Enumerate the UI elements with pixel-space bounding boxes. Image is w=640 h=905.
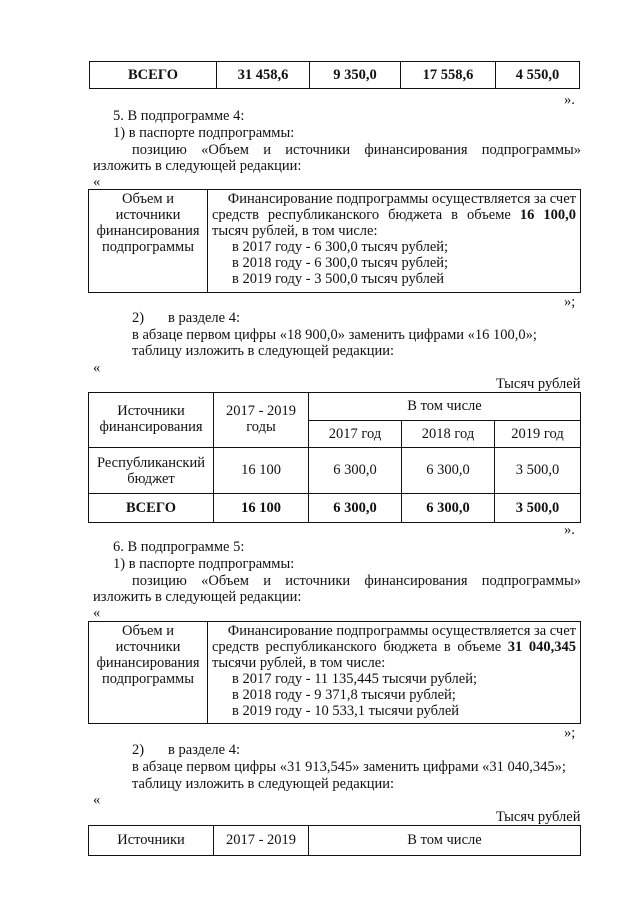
- table-row: [89, 494, 581, 523]
- open-quote: «: [93, 605, 101, 621]
- total-2019-cell: 4 550,0: [496, 62, 580, 89]
- section-6-item1: 1) в паспорте подпрограммы:: [113, 556, 295, 572]
- passport-label-line: финансирования: [96, 223, 200, 239]
- header-source-line: финансирования: [99, 419, 203, 435]
- passport-year-line: в 2017 году - 11 135,445 тысячи рублей;: [232, 671, 478, 687]
- row-source: [89, 448, 214, 494]
- row-value: 3 500,0: [495, 494, 581, 523]
- passport-text-line3: тысячи рублей, в том числе:: [212, 655, 386, 671]
- passport-text-line2: [212, 207, 576, 223]
- table-row: [89, 448, 581, 494]
- header-period-line: годы: [246, 419, 276, 435]
- passport-label-line: подпрограммы: [102, 239, 194, 255]
- passport-label-line: источники: [115, 207, 181, 223]
- row-value: 6 300,0: [309, 448, 402, 494]
- passport-text-line1: Финансирование подпрограммы осуществляется за счет: [227, 191, 576, 207]
- section-5-item2-text: в разделе 4:: [168, 310, 241, 326]
- passport-label-line: Объем и: [122, 623, 174, 639]
- section-6-abz: в абзаце первом цифры «31 913,545» заменить цифрами «31 040,345»;: [132, 759, 566, 775]
- row-value: 16 100: [214, 448, 309, 494]
- header-year-2018: 2018 год: [402, 421, 495, 448]
- top-total-table: [89, 61, 580, 89]
- header-period: 2017 - 2019: [214, 826, 309, 856]
- section-5-finance-table: [88, 392, 581, 523]
- section-5-item1: 1) в паспорте подпрограммы:: [113, 125, 295, 141]
- row-total-label: ВСЕГО: [89, 494, 214, 523]
- row-value: 6 300,0: [402, 448, 495, 494]
- header-source: Источники: [89, 826, 214, 856]
- header-year-2017: 2017 год: [309, 421, 402, 448]
- passport-text-cell: [208, 622, 581, 724]
- section-6-passport-table: [88, 621, 581, 724]
- header-source-line: Источники: [117, 403, 185, 419]
- passport-year-line: в 2018 году - 6 300,0 тысяч рублей;: [232, 255, 449, 271]
- passport-text-pre: средств республиканского бюджета в объеме: [212, 639, 502, 655]
- section-6-title: 6. В подпрограмме 5:: [113, 539, 245, 555]
- row-value: 6 300,0: [402, 494, 495, 523]
- header-source: [89, 393, 214, 448]
- header-year-2019: 2019 год: [495, 421, 581, 448]
- section-6-item2-text: в разделе 4:: [168, 742, 241, 758]
- closing-quote: ».: [564, 522, 575, 538]
- open-quote: «: [93, 360, 101, 376]
- header-period: [214, 393, 309, 448]
- passport-text-line3: тысяч рублей, в том числе:: [212, 223, 378, 239]
- passport-label-line: подпрограммы: [102, 671, 194, 687]
- header-including: В том числе: [309, 826, 581, 856]
- total-period-cell: 31 458,6: [217, 62, 310, 89]
- section-5-passport-table: [88, 189, 581, 293]
- section-6-position-line2: изложить в следующей редакции:: [93, 589, 302, 605]
- units-label: Тысяч рублей: [496, 376, 581, 392]
- passport-text-cell: [208, 190, 581, 293]
- passport-text-line2: [212, 639, 576, 655]
- passport-label-line: источники: [115, 639, 181, 655]
- closing-quote: »;: [564, 725, 576, 741]
- section-6-table-line: таблицу изложить в следующей редакции:: [132, 776, 395, 792]
- closing-quote: ».: [564, 92, 575, 108]
- section-6-position-line1: позицию «Объем и источники финансирования подпрограммы»: [132, 573, 581, 589]
- section-6-item2-num: 2): [132, 742, 145, 758]
- passport-label-cell: [89, 622, 208, 724]
- units-label: Тысяч рублей: [496, 809, 581, 825]
- section-5-table-line: таблицу изложить в следующей редакции:: [132, 343, 395, 359]
- passport-label-cell: [89, 190, 208, 293]
- passport-year-line: в 2019 году - 10 533,1 тысячи рублей: [232, 703, 460, 719]
- passport-year-line: в 2017 году - 6 300,0 тысяч рублей;: [232, 239, 449, 255]
- section-5-title: 5. В подпрограмме 4:: [113, 108, 245, 124]
- passport-year-line: в 2018 году - 9 371,8 тысячи рублей;: [232, 687, 456, 703]
- passport-label-line: Объем и: [122, 191, 174, 207]
- header-including: В том числе: [309, 393, 581, 421]
- row-value: 16 100: [214, 494, 309, 523]
- open-quote: «: [93, 174, 101, 190]
- closing-quote: »;: [564, 294, 576, 310]
- section-5-item2-num: 2): [132, 310, 145, 326]
- header-period-line: 2017 - 2019: [225, 403, 297, 419]
- passport-text-line1: Финансирование подпрограммы осуществляется за счет: [227, 623, 576, 639]
- section-6-finance-table: [88, 825, 581, 856]
- total-2017-cell: 9 350,0: [310, 62, 401, 89]
- passport-text-pre: средств республиканского бюджета в объеме: [212, 207, 511, 223]
- section-5-position-line1: позицию «Объем и источники финансирования подпрограммы»: [132, 142, 581, 158]
- row-source-line: бюджет: [127, 470, 175, 487]
- total-label-cell: ВСЕГО: [90, 62, 217, 89]
- row-source-line: Республиканский: [97, 454, 205, 471]
- section-5-position-line2: изложить в следующей редакции:: [93, 158, 302, 174]
- total-2018-cell: 17 558,6: [401, 62, 496, 89]
- row-value: 3 500,0: [495, 448, 581, 494]
- row-value: 6 300,0: [309, 494, 402, 523]
- section-5-abz: в абзаце первом цифры «18 900,0» заменить цифрами «16 100,0»;: [132, 327, 537, 343]
- open-quote: «: [93, 792, 101, 808]
- passport-year-line: в 2019 году - 3 500,0 тысяч рублей: [232, 271, 445, 287]
- passport-amount: 16 100,0: [519, 207, 577, 223]
- passport-label-line: финансирования: [96, 655, 200, 671]
- passport-amount: 31 040,345: [507, 639, 576, 655]
